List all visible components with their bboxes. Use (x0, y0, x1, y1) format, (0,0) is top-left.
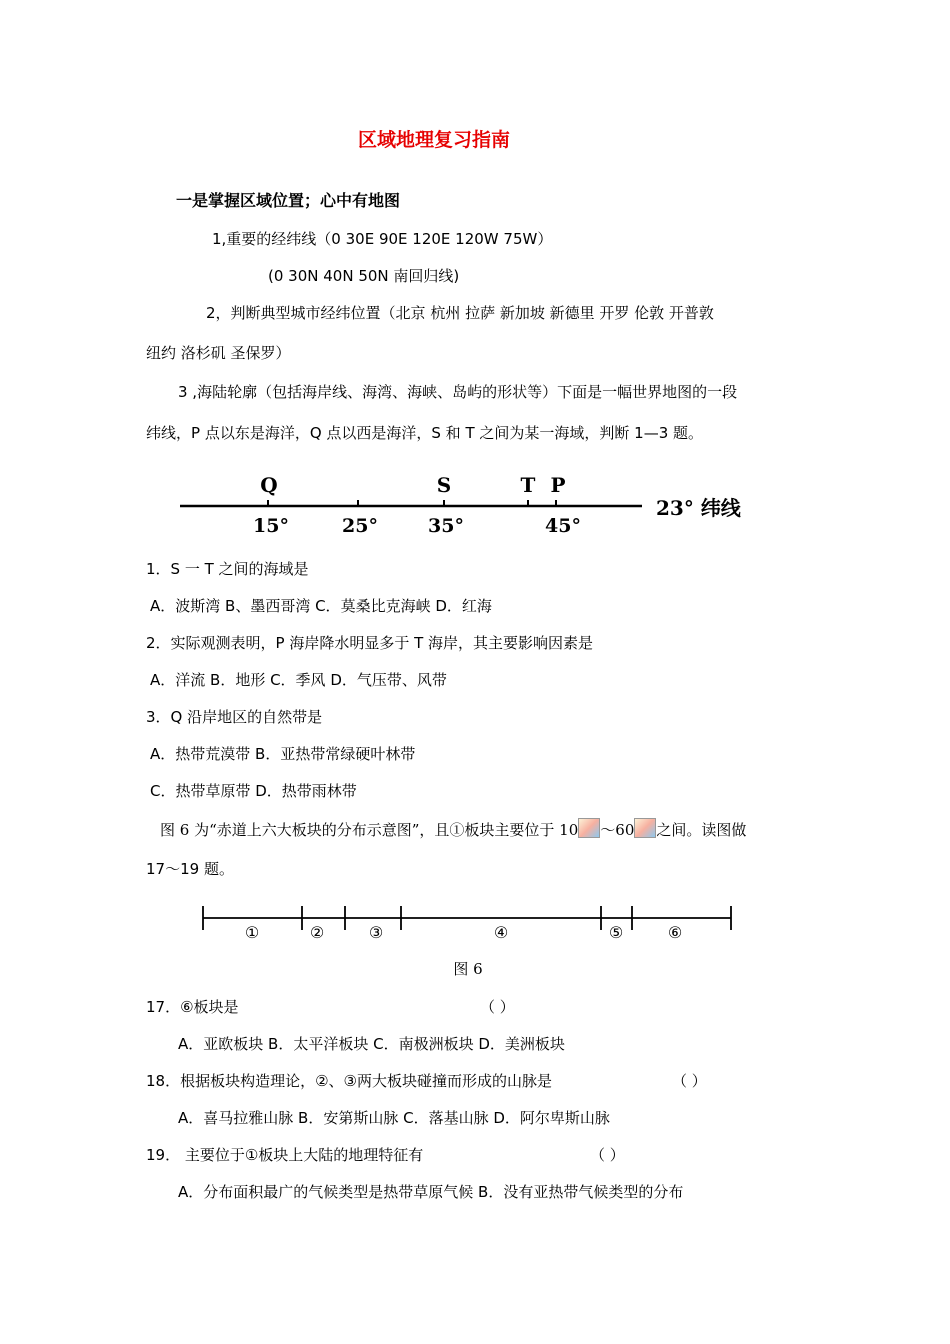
plate-label-2: ② (309, 923, 325, 942)
tick-label-45: 45° (545, 515, 581, 537)
section-heading: 一是掌握区域位置；心中有地图 (176, 191, 401, 210)
tick-label-35: 35° (428, 515, 464, 537)
question-3-options-b: C．热带草原带 D．热带雨林带 (150, 782, 357, 800)
point-label-s: S (436, 473, 452, 497)
question-17: 17．⑥板块是 (146, 998, 239, 1016)
question-3-options-a: A．热带荒漠带 B．亚热带常绿硬叶林带 (150, 745, 416, 763)
plate-label-4: ④ (493, 923, 509, 942)
question-2: 2．实际观测表明，P 海岸降水明显多于 T 海岸，其主要影响因素是 (146, 634, 594, 652)
plate-figure (195, 900, 740, 982)
figure-6-intro-end: 之间。读图做 (656, 821, 747, 839)
question-1: 1．S 一 T 之间的海域是 (146, 560, 309, 578)
plate-label-1: ① (244, 923, 260, 942)
document-title: 区域地理复习指南 (357, 129, 510, 151)
plate-label-5: ⑤ (608, 923, 624, 942)
question-18-options: A．喜马拉雅山脉 B．安第斯山脉 C．落基山脉 D．阿尔卑斯山脉 (178, 1109, 610, 1127)
tick-label-25: 25° (342, 515, 378, 537)
item-1-line-b: (0 30N 40N 50N 南回归线) (268, 267, 460, 285)
question-18-answer-blank: （ ） (672, 1072, 707, 1090)
question-19-options: A．分布面积最广的气候类型是热带草原气候 B．没有亚热带气候类型的分布 (178, 1183, 684, 1201)
latitude-label: 23° 纬线 (656, 496, 741, 520)
figure-6-intro-mid: ～60 (600, 821, 635, 839)
question-2-options: A．洋流 B．地形 C．季风 D．气压带、风带 (150, 671, 447, 689)
item-3-line-b: 纬线，P 点以东是海洋，Q 点以西是海洋，S 和 T 之间为某一海域，判断 1—3 题。 (146, 424, 704, 442)
point-label-p: P (550, 473, 566, 497)
figure-6-caption: 图 6 (453, 960, 483, 978)
question-19: 19． 主要位于①板块上大陆的地理特征有 (146, 1146, 424, 1164)
question-3: 3．Q 沿岸地区的自然带是 (146, 708, 323, 726)
plate-label-6: ⑥ (667, 923, 683, 942)
item-3-line-a: 3 ,海陆轮廓（包括海岸线、海湾、海峡、岛屿的形状等）下面是一幅世界地图的一段 (178, 383, 738, 401)
item-2-line-a: 2，判断典型城市经纬位置（北京 杭州 拉萨 新加坡 新德里 开罗 伦敦 开普敦 (206, 304, 714, 322)
broken-image-icon (634, 818, 656, 838)
point-label-t: T (520, 473, 536, 497)
plate-label-3: ③ (368, 923, 384, 942)
figure-6-intro-text: 图 6 为“赤道上六大板块的分布示意图”，且①板块主要位于 10 (160, 821, 579, 839)
point-label-q: Q (260, 473, 278, 497)
broken-image-icon (578, 818, 600, 838)
figure-6-intro (160, 818, 746, 840)
tick-label-15: 15° (253, 515, 289, 537)
figure-6-intro-b: 17～19 题。 (146, 860, 234, 878)
item-1-line-a: 1,重要的经纬线（0 30E 90E 120E 120W 75W） (212, 230, 553, 248)
question-18: 18．根据板块构造理论，②、③两大板块碰撞而形成的山脉是 (146, 1072, 552, 1090)
item-2-line-b: 纽约 洛杉矶 圣保罗） (146, 344, 291, 362)
question-17-options: A．亚欧板块 B．太平洋板块 C．南极洲板块 D．美洲板块 (178, 1035, 565, 1053)
latitude-figure (170, 462, 780, 544)
question-1-options: A．波斯湾 B、墨西哥湾 C．莫桑比克海峡 D．红海 (150, 597, 492, 615)
question-19-answer-blank: （ ） (590, 1146, 625, 1164)
question-17-answer-blank: （ ） (480, 998, 515, 1016)
